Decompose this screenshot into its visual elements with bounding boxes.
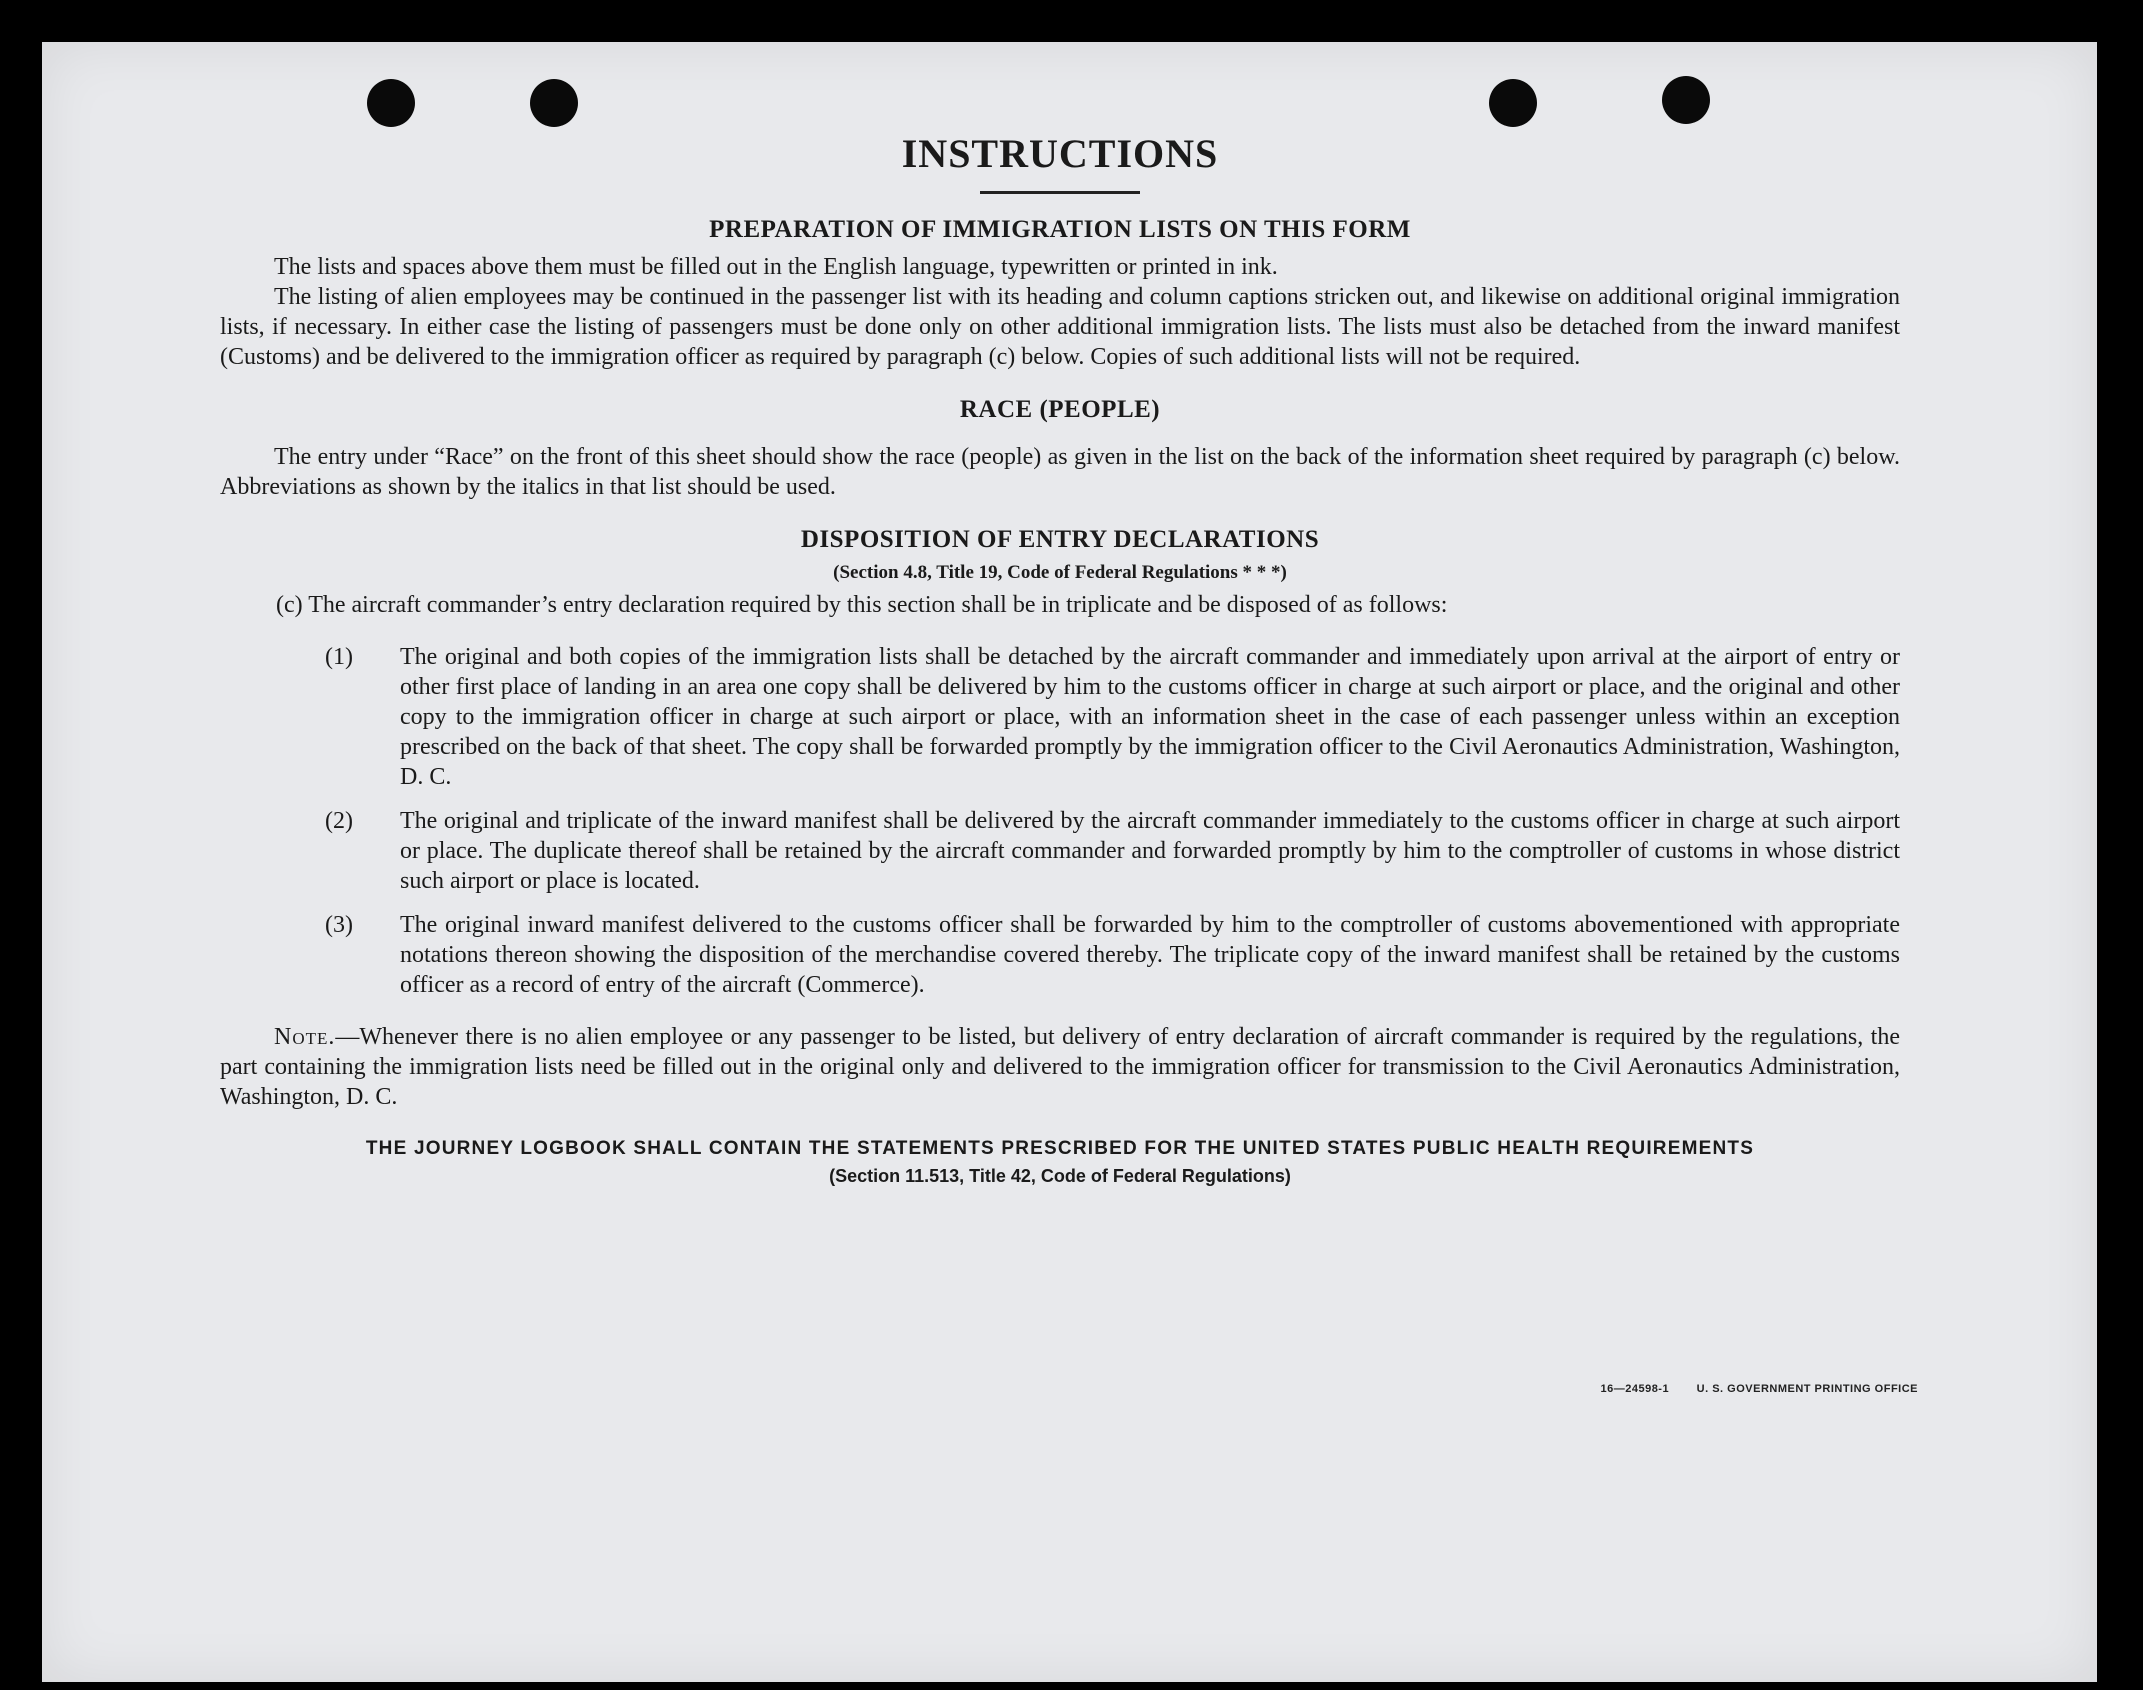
note-text: —Whenever there is no alien employee or any passenger to be listed, but delivery of entry declaration of aircraft commander is required by the regulations, the part containing the immigration lists need be filled out in the original only and delivered to the immigration officer for transmission to the Civil Aeronautics Administration, Washington, D. C. (220, 1024, 1900, 1110)
note-label: Note. (274, 1024, 336, 1050)
printer-imprint (1600, 1383, 1918, 1395)
list-item-number: (2) (325, 808, 353, 834)
punch-hole (367, 79, 415, 127)
list-item-text: The original and triplicate of the inward manifest shall be delivered by the aircraft commander immediately to the customs officer in charge at such airport or place. The duplicate thereof shall be retained by the aircraft commander and forwarded promptly by him to the comptroller of customs in whose district such airport or place is located. (400, 808, 1900, 894)
instructions-body (220, 130, 1900, 1187)
journey-logbook-notice: THE JOURNEY LOGBOOK SHALL CONTAIN THE STATEMENTS PRESCRIBED FOR THE UNITED STATES PUBLIC HEALTH REQUIREMENTS (365, 1138, 1755, 1159)
form-code: 16—24598-1 (1600, 1383, 1670, 1395)
note-paragraph (220, 1022, 1900, 1112)
punch-hole (1489, 79, 1537, 127)
list-item (220, 806, 1900, 896)
printer-name: U. S. GOVERNMENT PRINTING OFFICE (1696, 1383, 1918, 1395)
preparation-paragraph-1: The lists and spaces above them must be filled out in the English language, typewritten or printed in ink. (274, 254, 1278, 280)
preparation-paragraph-2: The listing of alien employees may be continued in the passenger list with its heading and column captions stricken out, and likewise on additional original immigration lists, if necessary. In either case the listing of passengers must be done only on other additional immigration lists. The lists must also be detached from the inward manifest (Customs) and be delivered to the immigration officer as required by paragraph (c) below. Copies of such additional lists will not be required. (220, 284, 1900, 370)
paragraph-label: (c) (276, 592, 303, 618)
disposition-list (220, 642, 1900, 1000)
race-paragraph: The entry under “Race” on the front of this sheet should show the race (people) as given in the list on the back of the information sheet required by paragraph (c) below. Abbreviations as shown by the italics in that list should be used. (220, 444, 1900, 500)
punch-hole (1662, 76, 1710, 124)
disposition-intro-text: The aircraft commander’s entry declaration required by this section shall be in triplicate and be disposed of as follows: (308, 592, 1448, 618)
disposition-heading: DISPOSITION OF ENTRY DECLARATIONS (800, 526, 1320, 553)
race-heading: RACE (PEOPLE) (959, 396, 1161, 423)
list-item-number: (1) (325, 644, 353, 670)
title-rule (980, 191, 1140, 194)
journey-logbook-citation: (Section 11.513, Title 42, Code of Federal Regulations) (829, 1166, 1291, 1186)
list-item (220, 910, 1900, 1000)
list-item (220, 642, 1900, 792)
list-item-text: The original inward manifest delivered to the customs officer shall be forwarded by him to the comptroller of customs abovementioned with appropriate notations thereon showing the disposition of the merchandise covered thereby. The triplicate copy of the inward manifest shall be retained by the customs officer as a record of entry of the aircraft (Commerce). (400, 912, 1900, 998)
list-item-text: The original and both copies of the immigration lists shall be detached by the aircraft commander and immediately upon arrival at the airport of entry or other first place of landing in an area one copy shall be delivered by him to the customs officer in charge at such airport or place, and the original and other copy to the immigration officer in charge at such airport or place, with an information sheet in the case of each passenger unless within an exception prescribed on the back of that sheet. The copy shall be forwarded promptly by the immigration officer to the Civil Aeronautics Administration, Washington, D. C. (400, 644, 1900, 790)
page-title: INSTRUCTIONS (901, 131, 1219, 176)
disposition-intro (220, 590, 1900, 620)
punch-hole (530, 79, 578, 127)
preparation-heading: PREPARATION OF IMMIGRATION LISTS ON THIS FORM (709, 216, 1411, 243)
list-item-number: (3) (325, 912, 353, 938)
disposition-subheading: (Section 4.8, Title 19, Code of Federal Regulations * * *) (833, 562, 1287, 583)
